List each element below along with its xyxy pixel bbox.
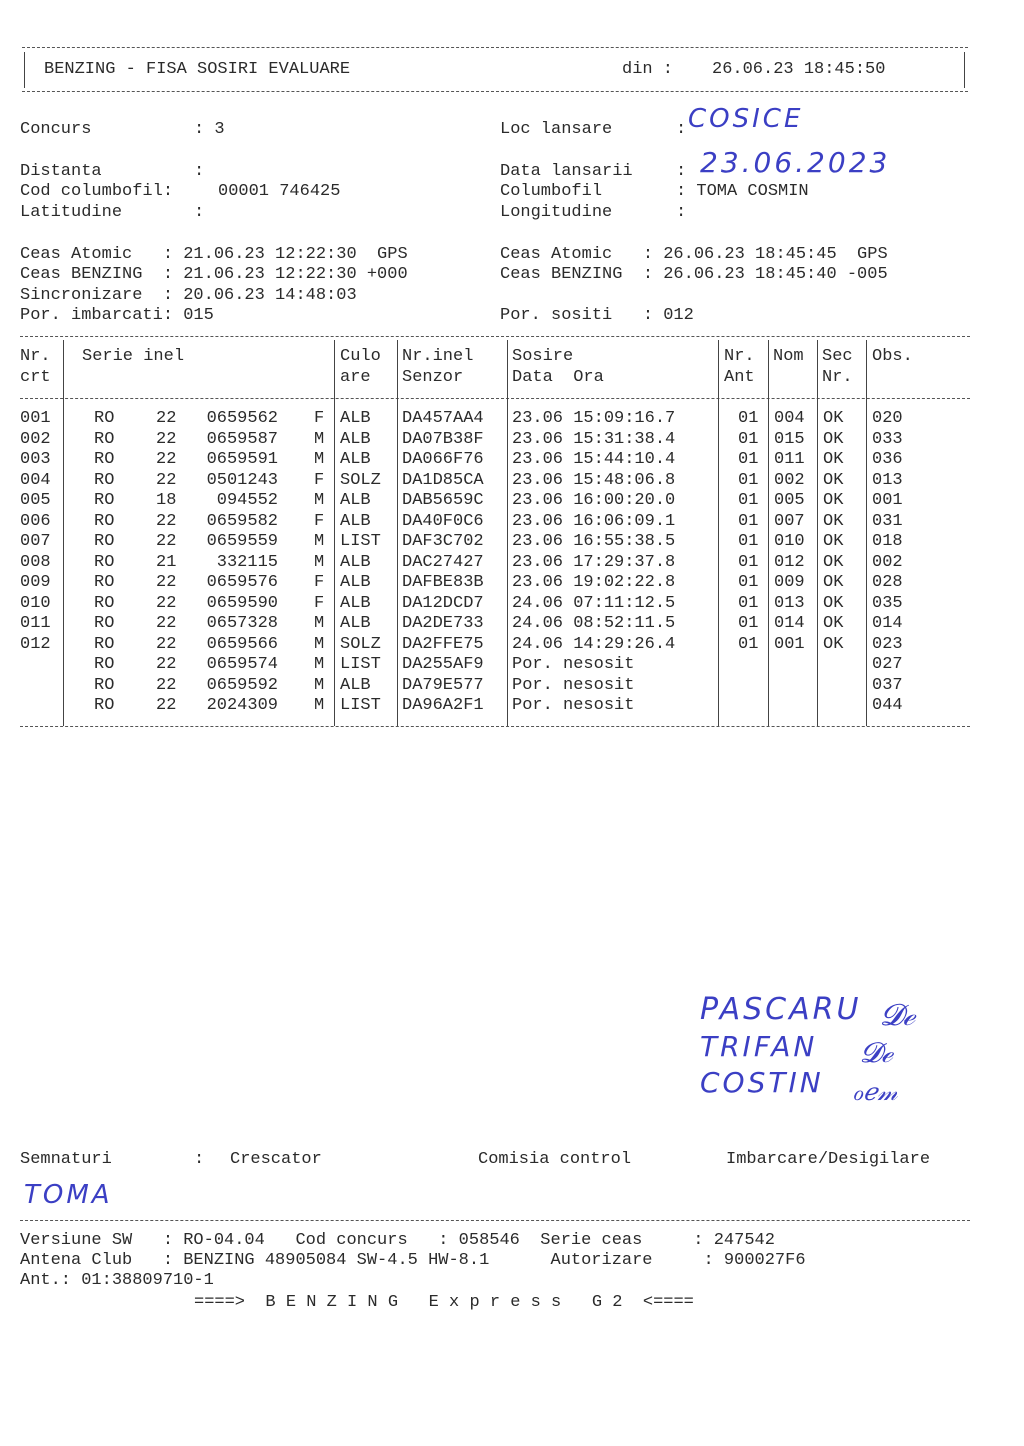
comisia-handwritten-2: TRIFAN xyxy=(700,1030,818,1063)
row-obs: 036 xyxy=(872,450,903,469)
row-sensor: DAFBE83B xyxy=(402,573,484,592)
comisia-handwritten-1: PASCARU xyxy=(700,992,862,1027)
row-nom: 011 xyxy=(774,450,805,469)
row-nom: 012 xyxy=(774,552,805,572)
row-year: 22 xyxy=(156,614,177,633)
footer-versiune: Versiune SW : RO-04.04 Cod concurs : 058546 Serie ceas : 247542 xyxy=(20,1231,775,1250)
longitudine-label: Longitudine xyxy=(500,203,613,222)
row-country: RO xyxy=(94,409,115,428)
row-obs: 033 xyxy=(872,429,903,449)
row-sec: OK xyxy=(823,573,844,592)
row-sec: OK xyxy=(823,429,844,449)
row-arrival: Por. nesosit xyxy=(512,655,635,674)
row-crt: 004 xyxy=(20,470,51,490)
row-sec: OK xyxy=(823,532,844,551)
ceas-benzing-end: Ceas BENZING : 26.06.23 18:45:40 -005 xyxy=(500,265,888,284)
row-arrival: 23.06 16:55:38.5 xyxy=(512,532,676,551)
row-crt: 009 xyxy=(20,573,51,592)
row-color: ALB xyxy=(340,614,371,633)
row-year: 22 xyxy=(156,450,177,469)
row-sec: OK xyxy=(823,450,844,469)
th-nr-ant: Nr. xyxy=(724,347,755,366)
footer-antena: Antena Club : BENZING 48905084 SW-4.5 HW-8.1 Autorizare : 900027F6 xyxy=(20,1251,806,1270)
table-row xyxy=(0,594,1024,614)
row-country: RO xyxy=(94,491,115,510)
row-arrival: 23.06 17:29:37.8 xyxy=(512,552,676,572)
row-obs: 018 xyxy=(872,532,903,551)
din-label: din : xyxy=(622,60,674,79)
row-ring-number: 094552 xyxy=(216,491,278,510)
row-color: ALB xyxy=(340,429,371,449)
row-ring-number: 332115 xyxy=(216,552,278,572)
row-crt: 012 xyxy=(20,634,51,654)
row-year: 22 xyxy=(156,573,177,592)
row-color: ALB xyxy=(340,511,371,531)
th-sec-nr: Nr. xyxy=(822,368,853,387)
table-row xyxy=(0,614,1024,634)
row-color: ALB xyxy=(340,409,371,428)
data-lansarii-handwritten: 23.06.2023 xyxy=(700,146,891,179)
row-sex: M xyxy=(314,532,325,551)
row-country: RO xyxy=(94,450,115,469)
row-antenna: 01 xyxy=(738,532,759,551)
row-sensor: DA2FFE75 xyxy=(402,634,484,654)
row-sec: OK xyxy=(823,634,844,654)
table-row xyxy=(0,471,1024,491)
row-sex: F xyxy=(314,593,325,613)
row-year: 21 xyxy=(156,552,177,572)
row-country: RO xyxy=(94,532,115,551)
row-color: ALB xyxy=(340,573,371,592)
row-sensor: DA96A2F1 xyxy=(402,696,484,715)
row-sex: M xyxy=(314,614,325,633)
header-bottom-rule xyxy=(22,91,968,92)
th-sec: Sec xyxy=(822,347,853,366)
row-sensor: DA2DE733 xyxy=(402,614,484,633)
row-nom: 007 xyxy=(774,511,805,531)
table-row xyxy=(0,450,1024,470)
row-color: ALB xyxy=(340,450,371,469)
table-row xyxy=(0,553,1024,573)
row-sensor: DAB5659C xyxy=(402,491,484,510)
row-sex: F xyxy=(314,409,325,428)
row-obs: 023 xyxy=(872,634,903,654)
row-antenna: 01 xyxy=(738,552,759,572)
row-ring-number: 0659592 xyxy=(206,675,278,695)
ceas-benzing-start: Ceas BENZING : 21.06.23 12:22:30 +000 xyxy=(20,265,408,284)
row-antenna: 01 xyxy=(738,429,759,449)
th-obs: Obs. xyxy=(872,347,913,366)
row-nom: 015 xyxy=(774,429,805,449)
row-nom: 014 xyxy=(774,614,805,633)
row-arrival: 24.06 07:11:12.5 xyxy=(512,593,676,613)
table-header-rule xyxy=(20,398,970,399)
row-country: RO xyxy=(94,634,115,654)
row-country: RO xyxy=(94,614,115,633)
row-obs: 035 xyxy=(872,593,903,613)
row-nom: 005 xyxy=(774,491,805,510)
row-sex: M xyxy=(314,429,325,449)
row-color: ALB xyxy=(340,552,371,572)
comisia-handwritten-3: COSTIN xyxy=(700,1066,824,1099)
row-arrival: 23.06 19:02:22.8 xyxy=(512,573,676,592)
row-obs: 031 xyxy=(872,511,903,531)
sincronizare: Sincronizare : 20.06.23 14:48:03 xyxy=(20,286,357,305)
data-lansarii-colon: : xyxy=(676,162,687,181)
crescator-label: Crescator xyxy=(230,1150,322,1169)
row-obs: 028 xyxy=(872,573,903,592)
table-row xyxy=(0,573,1024,593)
row-ring-number: 0659587 xyxy=(206,429,278,449)
row-crt: 010 xyxy=(20,593,51,613)
row-arrival: 23.06 15:48:06.8 xyxy=(512,470,676,490)
row-nom: 001 xyxy=(774,634,805,654)
row-ring-number: 0501243 xyxy=(206,470,278,490)
porumbei-imbarcati: Por. imbarcati: 015 xyxy=(20,306,214,325)
th-senzor: Senzor xyxy=(402,368,464,387)
row-country: RO xyxy=(94,470,115,490)
row-color: ALB xyxy=(340,491,371,510)
row-country: RO xyxy=(94,429,115,449)
row-ring-number: 0659559 xyxy=(206,532,278,551)
row-obs: 002 xyxy=(872,552,903,572)
row-crt: 001 xyxy=(20,409,51,428)
cod-columbofil-value: 00001 746425 xyxy=(218,182,341,201)
row-sensor: DA40F0C6 xyxy=(402,511,484,531)
row-year: 22 xyxy=(156,696,177,715)
row-crt: 003 xyxy=(20,450,51,469)
signature-mark-3: ℴℯ𝓂 xyxy=(852,1078,898,1106)
row-sex: F xyxy=(314,470,325,490)
row-antenna: 01 xyxy=(738,409,759,428)
row-arrival: 23.06 15:44:10.4 xyxy=(512,450,676,469)
table-row xyxy=(0,491,1024,511)
row-arrival: 23.06 15:09:16.7 xyxy=(512,409,676,428)
row-sex: M xyxy=(314,491,325,510)
row-year: 22 xyxy=(156,634,177,654)
row-country: RO xyxy=(94,593,115,613)
table-row xyxy=(0,532,1024,552)
row-sec: OK xyxy=(823,409,844,428)
signature-mark-2: 𝓓ℯ xyxy=(860,1036,893,1069)
semnaturi-colon: : xyxy=(194,1150,205,1169)
row-ring-number: 0659590 xyxy=(206,593,278,613)
row-arrival: 23.06 15:31:38.4 xyxy=(512,429,676,449)
row-ring-number: 0659574 xyxy=(206,655,278,674)
th-nr-inel: Nr.inel xyxy=(402,347,474,366)
comisia-label: Comisia control xyxy=(478,1150,632,1169)
din-value: 26.06.23 18:45:50 xyxy=(712,60,886,79)
row-crt: 006 xyxy=(20,511,51,531)
row-color: LIST xyxy=(340,655,381,674)
row-sex: F xyxy=(314,573,325,592)
row-sensor: DAC27427 xyxy=(402,552,484,572)
table-row xyxy=(0,512,1024,532)
table-row xyxy=(0,430,1024,450)
th-serie-inel: Serie inel xyxy=(82,347,185,366)
loc-lansare-colon: : xyxy=(676,120,687,139)
row-color: ALB xyxy=(340,593,371,613)
row-color: SOLZ xyxy=(340,470,381,490)
row-obs: 044 xyxy=(872,696,903,715)
row-sensor: DA1D85CA xyxy=(402,470,484,490)
th-nom: Nom xyxy=(773,347,804,366)
row-year: 22 xyxy=(156,593,177,613)
row-sex: M xyxy=(314,675,325,695)
table-row xyxy=(0,635,1024,655)
row-country: RO xyxy=(94,655,115,674)
footer-rule xyxy=(20,1220,970,1221)
row-year: 22 xyxy=(156,470,177,490)
row-sex: M xyxy=(314,696,325,715)
row-sec: OK xyxy=(823,552,844,572)
concurs-label: Concurs xyxy=(20,120,92,139)
row-obs: 013 xyxy=(872,470,903,490)
row-country: RO xyxy=(94,696,115,715)
row-sec: OK xyxy=(823,614,844,633)
row-ring-number: 0657328 xyxy=(206,614,278,633)
row-sensor: DA79E577 xyxy=(402,675,484,695)
row-sex: M xyxy=(314,450,325,469)
row-antenna: 01 xyxy=(738,511,759,531)
row-sensor: DA066F76 xyxy=(402,450,484,469)
row-nom: 004 xyxy=(774,409,805,428)
row-sex: M xyxy=(314,655,325,674)
row-crt: 008 xyxy=(20,552,51,572)
longitudine-value: : xyxy=(676,203,687,222)
th-culoare: Culo xyxy=(340,347,381,366)
row-arrival: Por. nesosit xyxy=(512,675,635,695)
row-ring-number: 0659591 xyxy=(206,450,278,469)
row-color: SOLZ xyxy=(340,634,381,654)
row-antenna: 01 xyxy=(738,450,759,469)
row-antenna: 01 xyxy=(738,614,759,633)
row-obs: 027 xyxy=(872,655,903,674)
row-obs: 020 xyxy=(872,409,903,428)
row-color: LIST xyxy=(340,696,381,715)
row-year: 22 xyxy=(156,532,177,551)
ceas-atomic-end: Ceas Atomic : 26.06.23 18:45:45 GPS xyxy=(500,245,888,264)
row-country: RO xyxy=(94,675,115,695)
crescator-handwritten: TOMA xyxy=(24,1180,113,1210)
columbofil-value: : TOMA COSMIN xyxy=(676,182,809,201)
row-antenna: 01 xyxy=(738,470,759,490)
row-year: 22 xyxy=(156,675,177,695)
table-top-rule xyxy=(20,336,970,337)
latitudine-value: : xyxy=(194,203,205,222)
columbofil-label: Columbofil xyxy=(500,182,603,201)
row-arrival: 23.06 16:06:09.1 xyxy=(512,511,676,531)
latitudine-label: Latitudine xyxy=(20,203,123,222)
cod-columbofil-label: Cod columbofil: xyxy=(20,182,174,201)
row-ring-number: 0659576 xyxy=(206,573,278,592)
row-year: 22 xyxy=(156,511,177,531)
row-sec: OK xyxy=(823,491,844,510)
row-sec: OK xyxy=(823,593,844,613)
row-sensor: DA255AF9 xyxy=(402,655,484,674)
row-year: 18 xyxy=(156,491,177,510)
row-nom: 010 xyxy=(774,532,805,551)
signature-mark-1: 𝓓ℯ xyxy=(880,998,915,1033)
distanta-value: : xyxy=(194,162,205,181)
row-sex: M xyxy=(314,634,325,654)
row-obs: 001 xyxy=(872,491,903,510)
th-culoare-2: are xyxy=(340,368,371,387)
row-sec: OK xyxy=(823,470,844,490)
row-ring-number: 0659566 xyxy=(206,634,278,654)
row-antenna: 01 xyxy=(738,593,759,613)
row-year: 22 xyxy=(156,409,177,428)
row-year: 22 xyxy=(156,655,177,674)
row-sex: M xyxy=(314,552,325,572)
th-data-ora: Data Ora xyxy=(512,368,604,387)
table-row xyxy=(0,676,1024,696)
row-country: RO xyxy=(94,573,115,592)
porumbei-sositi: Por. sositi : 012 xyxy=(500,306,694,325)
loc-lansare-handwritten: COSICE xyxy=(688,104,804,134)
row-ring-number: 0659582 xyxy=(206,511,278,531)
row-color: LIST xyxy=(340,532,381,551)
row-crt: 007 xyxy=(20,532,51,551)
row-nom: 002 xyxy=(774,470,805,490)
row-color: ALB xyxy=(340,675,371,695)
distanta-label: Distanta xyxy=(20,162,102,181)
header-right-border xyxy=(964,52,965,88)
table-row xyxy=(0,696,1024,716)
th-nr-crt: Nr. xyxy=(20,347,51,366)
ceas-atomic-start: Ceas Atomic : 21.06.23 12:22:30 GPS xyxy=(20,245,408,264)
row-country: RO xyxy=(94,511,115,531)
row-antenna: 01 xyxy=(738,573,759,592)
row-obs: 037 xyxy=(872,675,903,695)
row-sensor: DAF3C702 xyxy=(402,532,484,551)
row-arrival: 23.06 16:00:20.0 xyxy=(512,491,676,510)
footer-banner: ====> B E N Z I N G E x p r e s s G 2 <==== xyxy=(194,1293,694,1312)
table-row xyxy=(0,655,1024,675)
header-top-rule xyxy=(22,47,968,48)
page-title: BENZING - FISA SOSIRI EVALUARE xyxy=(44,60,351,79)
row-sensor: DA07B38F xyxy=(402,429,484,449)
row-nom: 009 xyxy=(774,573,805,592)
table-row xyxy=(0,409,1024,429)
table-bottom-rule xyxy=(20,726,970,727)
row-antenna: 01 xyxy=(738,491,759,510)
row-ring-number: 0659562 xyxy=(206,409,278,428)
row-sensor: DA12DCD7 xyxy=(402,593,484,613)
row-crt: 005 xyxy=(20,491,51,510)
row-arrival: 24.06 08:52:11.5 xyxy=(512,614,676,633)
row-antenna: 01 xyxy=(738,634,759,654)
data-lansarii-label: Data lansarii xyxy=(500,162,633,181)
concurs-value: : 3 xyxy=(194,120,225,139)
loc-lansare-label: Loc lansare xyxy=(500,120,613,139)
row-nom: 013 xyxy=(774,593,805,613)
row-crt: 002 xyxy=(20,429,51,449)
row-sec: OK xyxy=(823,511,844,531)
row-arrival: Por. nesosit xyxy=(512,696,635,715)
th-nr-crt-2: crt xyxy=(20,368,51,387)
row-ring-number: 2024309 xyxy=(206,696,278,715)
th-sosire: Sosire xyxy=(512,347,574,366)
semnaturi-label: Semnaturi xyxy=(20,1150,112,1169)
th-ant: Ant xyxy=(724,368,755,387)
header-left-border xyxy=(24,52,25,88)
row-sensor: DA457AA4 xyxy=(402,409,484,428)
row-country: RO xyxy=(94,552,115,572)
footer-ant: Ant.: 01:38809710-1 xyxy=(20,1271,214,1290)
imbarcare-label: Imbarcare/Desigilare xyxy=(726,1150,931,1169)
row-crt: 011 xyxy=(20,614,51,633)
row-year: 22 xyxy=(156,429,177,449)
row-obs: 014 xyxy=(872,614,903,633)
row-sex: F xyxy=(314,511,325,531)
row-arrival: 24.06 14:29:26.4 xyxy=(512,634,676,654)
